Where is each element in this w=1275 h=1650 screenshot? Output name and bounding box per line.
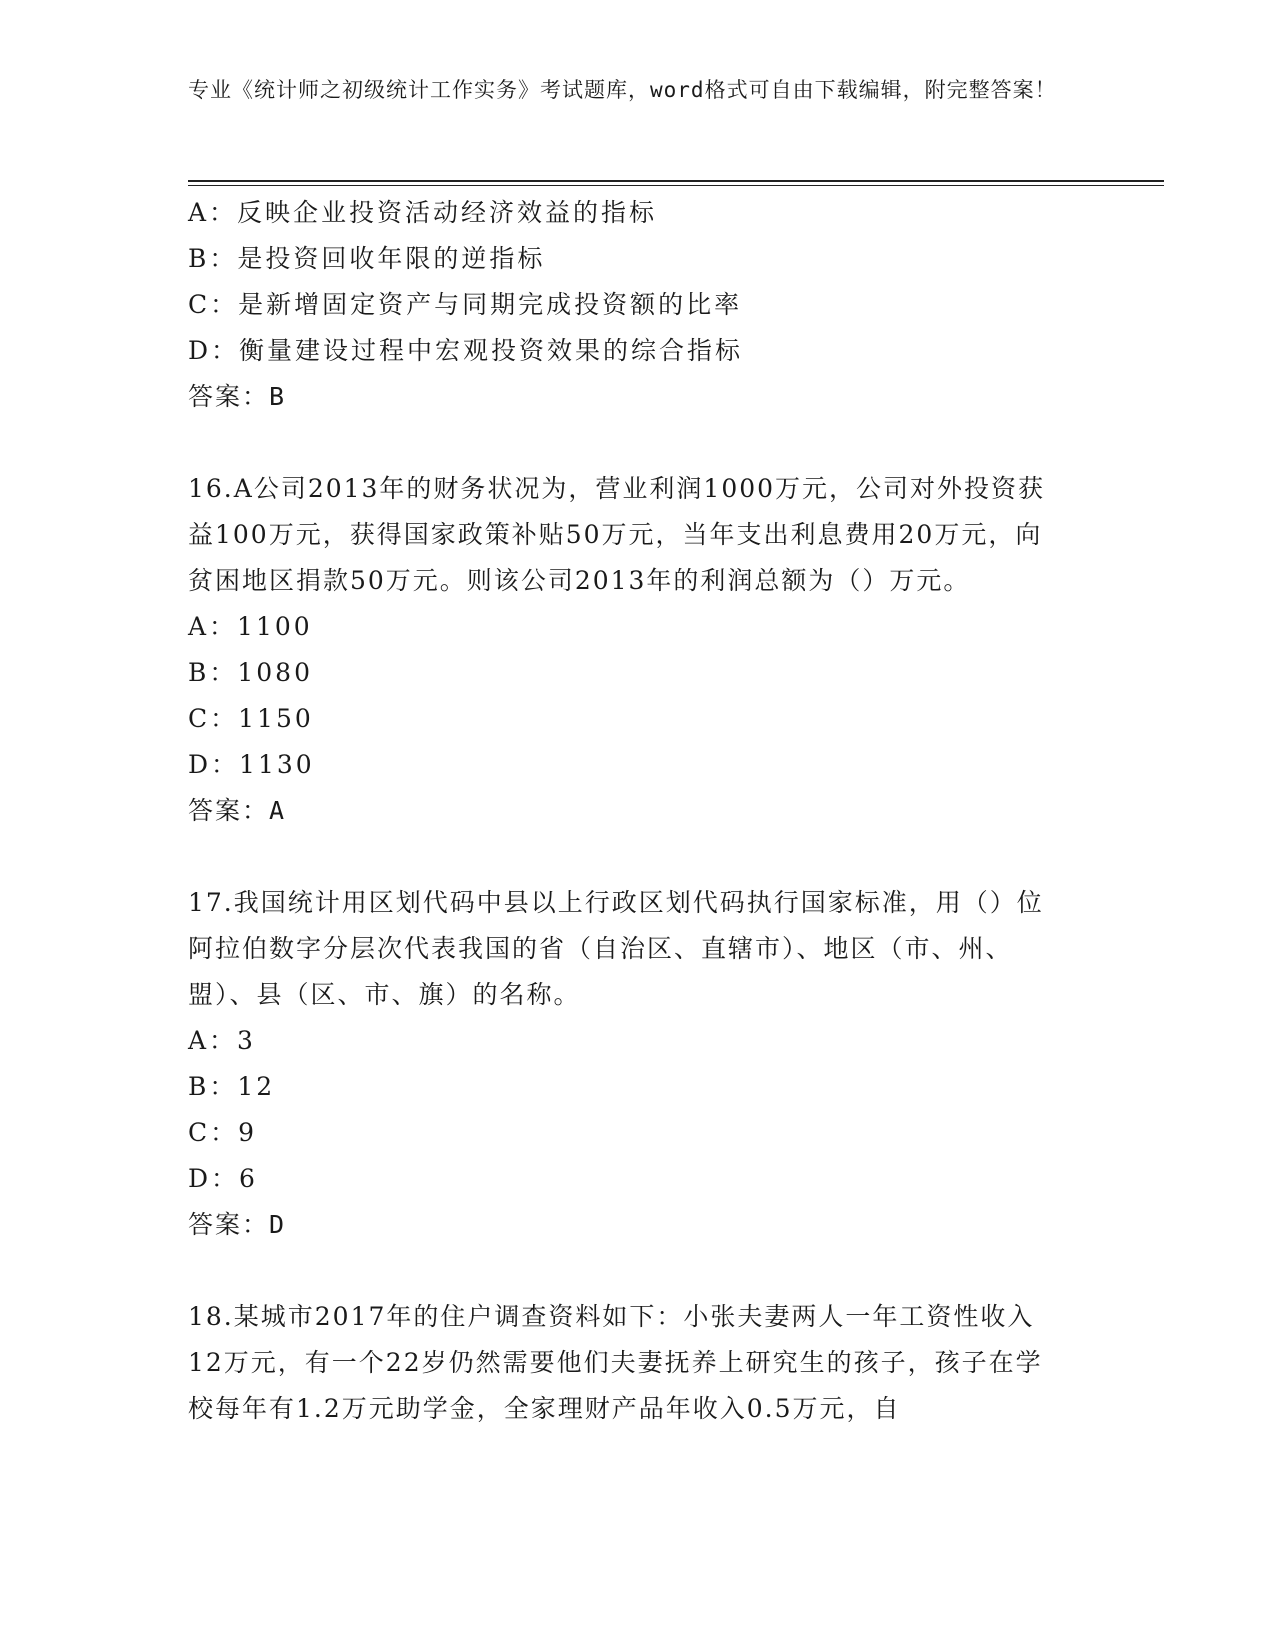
question-text: 18.某城市2017年的住户调查资料如下：小张夫妻两人一年工资性收入12万元，有一个22岁仍然需要他们夫妻抚养上研究生的孩子，孩子在学校每年有1.2万元助学金，全家理财产品年收入0.5万元，自 [188,1302,1043,1423]
question-text: 17.我国统计用区划代码中县以上行政区划代码执行国家标准，用（）位阿拉伯数字分层次代表我国的省（自治区、直辖市）、地区（市、州、盟）、县（区、市、旗）的名称。 [188,888,1044,1009]
header-rule-thin [188,185,1164,186]
option-d: D：衡量建设过程中宏观投资效果的综合指标 [188,336,744,365]
question-18-block [188,1294,1068,1432]
option-d: D：6 [188,1164,258,1193]
option-b: B：是投资回收年限的逆指标 [188,244,546,273]
option-a: A：反映企业投资活动经济效益的指标 [188,198,658,227]
option-c: C：1150 [188,704,314,733]
option-b: B：1080 [188,658,313,687]
answer-line: 答案：A [188,796,287,825]
question-text: 16.A公司2013年的财务状况为，营业利润1000万元，公司对外投资获益100万元，获得国家政策补贴50万元，当年支出利息费用20万元，向贫困地区捐款50万元。则该公司2013年的利润总额为（）万元。 [188,474,1046,595]
document-header: 专业《统计师之初级统计工作实务》考试题库，word格式可自由下载编辑，附完整答案！ [188,78,1057,102]
answer-line: 答案：D [188,1210,287,1239]
option-c: C：9 [188,1118,258,1147]
option-c: C：是新增固定资产与同期完成投资额的比率 [188,290,743,319]
option-a: A：3 [188,1026,256,1055]
option-d: D：1130 [188,750,315,779]
answer-line: 答案：B [188,382,287,411]
question-list [188,190,1068,1432]
question-16-block [188,466,1068,834]
header-rule-thick [188,180,1164,182]
option-b: B：12 [188,1072,276,1101]
question-15-block [188,190,1068,420]
option-a: A：1100 [188,612,313,641]
question-17-block [188,880,1068,1248]
